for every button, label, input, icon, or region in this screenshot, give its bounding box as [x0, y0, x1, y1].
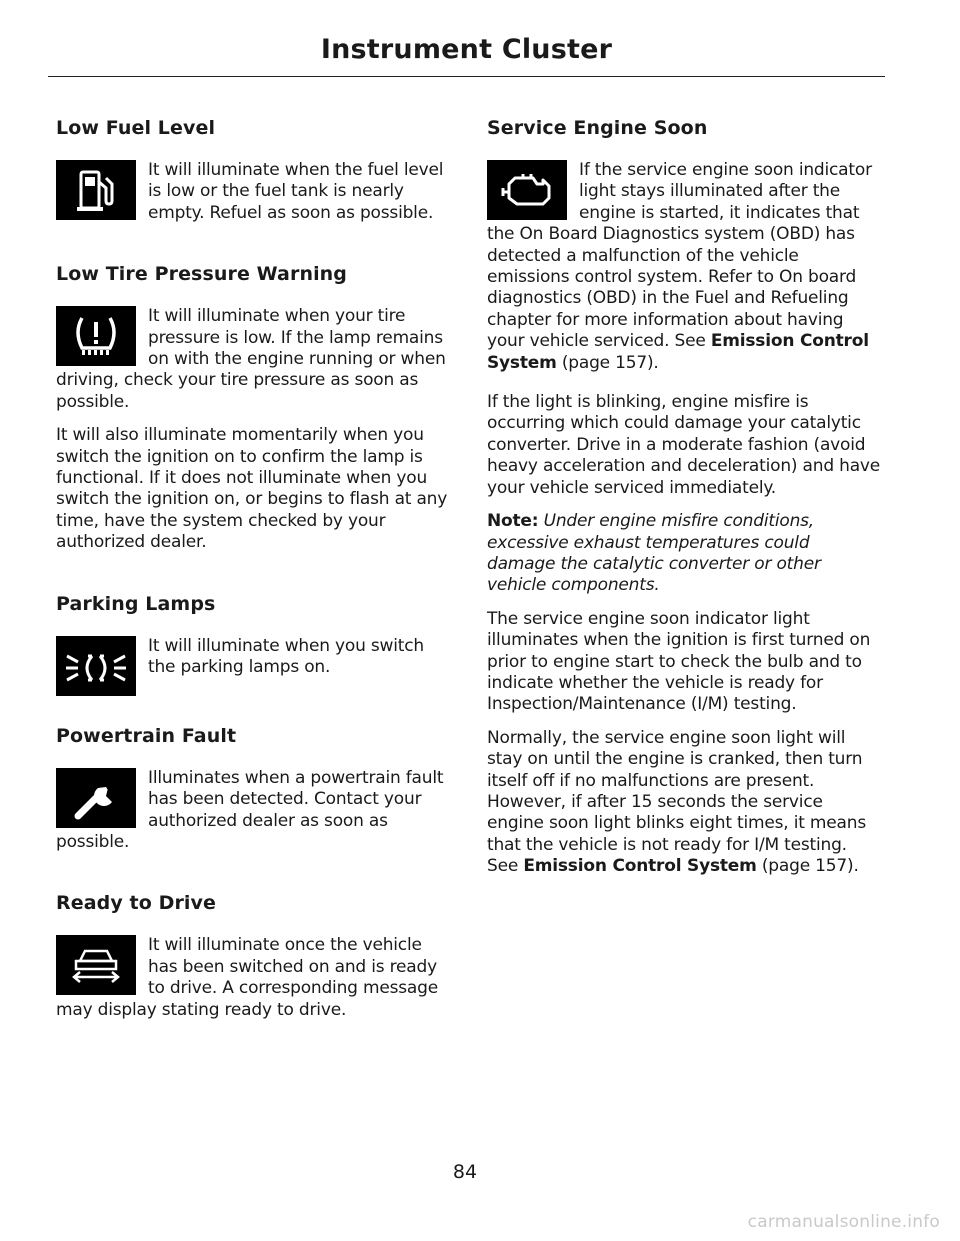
- check-engine-icon: [487, 160, 567, 220]
- page-number: 84: [452, 1161, 478, 1183]
- section-title-low-fuel: Low Fuel Level: [56, 117, 216, 139]
- ready-to-drive-description: It will illuminate once the vehicle has been switched on and is ready to drive. A corresponding message may display stating ready to drive.: [56, 935, 438, 1020]
- page-title: Instrument Cluster: [320, 34, 613, 65]
- wrench-icon: [56, 768, 136, 828]
- section-title-parking-lamps: Parking Lamps: [56, 592, 216, 615]
- section-low-fuel: [56, 112, 448, 236]
- section-title-powertrain-fault: Powertrain Fault: [56, 724, 237, 747]
- service-engine-note: [487, 511, 882, 597]
- emission-control-link-1[interactable]: Emission Control System: [487, 331, 869, 373]
- header-divider: [48, 76, 885, 77]
- section-parking-lamps: [56, 588, 448, 698]
- right-column: [487, 112, 882, 912]
- section-tire-pressure: [56, 258, 448, 565]
- left-column: [56, 112, 448, 1055]
- tire-pressure-description-2: It will also illuminate momentarily when you switch the ignition on to confirm the lamp is functional. If it does not illuminate when you switch the ignition on, or begins to flash at any time, have the system checked by your authorized dealer.: [56, 425, 448, 553]
- fuel-pump-icon: [56, 160, 136, 220]
- powertrain-description: Illuminates when a powertrain fault has been detected. Contact your authorized dealer as soon as possible.: [56, 767, 444, 852]
- service-engine-p1-page: (page 157).: [561, 352, 659, 373]
- parking-lamps-description: It will illuminate when you switch the parking lamps on.: [148, 635, 424, 678]
- service-engine-p1-text: If the service engine soon indicator light stays illuminated after the engine is started, it indicates that the On Board Diagnostics system (OBD) has detected a malfunction of the vehicle emissions control system. Refer to On board diagnostics (OBD) in the Fuel and Refueling chapter for more information about having your vehicle serviced.: [487, 160, 872, 352]
- section-title-ready-to-drive: Ready to Drive: [56, 892, 217, 915]
- tire-pressure-icon: [56, 306, 136, 366]
- section-ready-to-drive: [56, 887, 448, 1033]
- low-fuel-description: It will illuminate when the fuel level is low or the fuel tank is nearly empty. Refuel as soon as possible.: [148, 160, 444, 223]
- emission-control-link-2[interactable]: Emission Control System: [523, 856, 757, 877]
- section-powertrain-fault: [56, 720, 448, 866]
- service-engine-paragraph-3: The service engine soon indicator light illuminates when the ignition is first turned on prior to engine start to check the bulb and to indicate whether the vehicle is ready for Inspection/Maintenance (I/M) testing.: [487, 608, 871, 715]
- watermark: carmanualsonline.info: [747, 1212, 940, 1232]
- note-label: Note:: [487, 511, 539, 532]
- tire-pressure-description: It will illuminate when your tire pressure is low. If the lamp remains on with the engine running or when driving, check your tire pressure as soon as possible.: [56, 306, 446, 412]
- service-engine-p4-page: (page 157).: [761, 856, 859, 877]
- note-text: Under engine misfire conditions, excessive exhaust temperatures could damage the catalytic converter or other vehicle components.: [487, 511, 821, 596]
- section-service-engine-soon: [487, 112, 882, 890]
- service-engine-paragraph-2: If the light is blinking, engine misfire is occurring which could damage your catalytic converter. Drive in a moderate fashion (avoid heavy acceleration and deceleration) and have your vehicle serviced immediately.: [487, 392, 881, 498]
- parking-lamps-icon: [56, 636, 136, 696]
- service-engine-p1-see: See: [674, 331, 706, 352]
- section-title-tire-pressure: Low Tire Pressure Warning: [56, 263, 348, 286]
- service-engine-p4-text: Normally, the service engine soon light will stay on until the engine is cranked, then turn itself off if no malfunctions are present. However, if after 15 seconds the service engine soon light blinks eight times, it means that the vehicle is not ready for I/M testing.: [487, 727, 866, 855]
- ready-to-drive-icon: [56, 935, 136, 995]
- page-header: [48, 28, 885, 72]
- service-engine-p4-see: See: [487, 856, 519, 877]
- section-title-service-engine: Service Engine Soon: [487, 117, 708, 139]
- service-engine-paragraph-4: [487, 728, 882, 878]
